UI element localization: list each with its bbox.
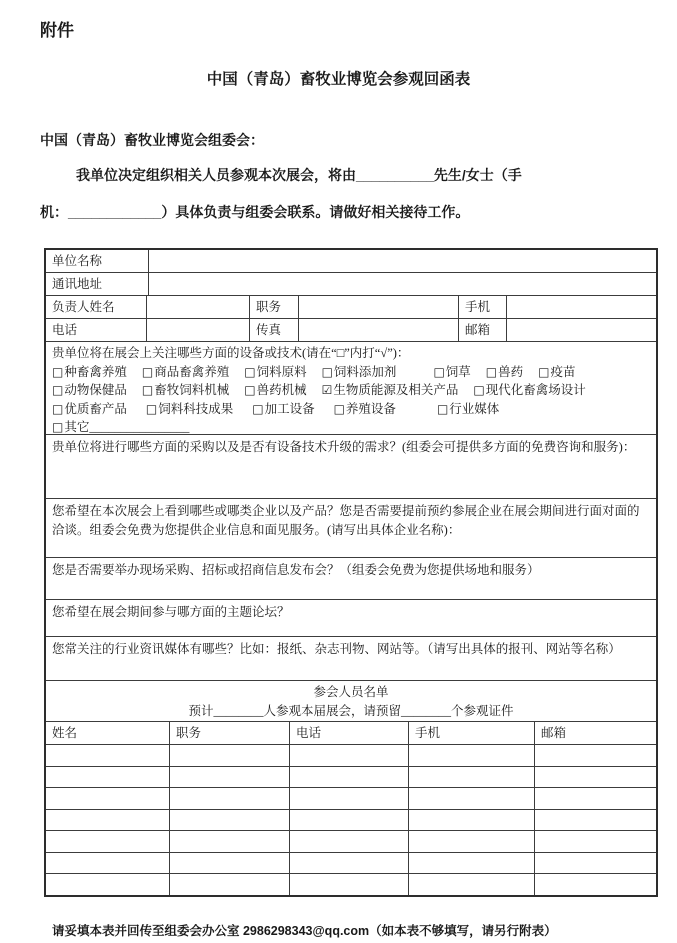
checkbox-icon[interactable]: □ [52,420,64,435]
checkbox-icon[interactable]: □ [52,383,64,398]
checkbox-label: 饲料原料 [256,364,307,379]
attendee-list-title: 参会人员名单 [313,685,389,699]
attendee-list-header [46,680,656,721]
attendee-email-cell[interactable] [535,767,656,788]
checkbox-label: 饲料添加剂 [333,364,397,379]
attendee-columns-row [46,721,656,744]
attendee-position-cell[interactable] [170,788,290,809]
focus-options-row-2 [52,381,650,400]
attendee-row [46,809,656,831]
checkbox-icon[interactable]: □ [244,383,256,398]
mobile-field[interactable] [507,296,656,318]
attendee-email-cell[interactable] [535,874,656,895]
checkbox-icon[interactable]: □ [52,364,64,379]
mobile-label: 手机 [459,296,507,318]
attendee-phone-cell[interactable] [290,810,409,831]
contact-name-label: 负责人姓名 [46,296,147,318]
checkbox-label: 饲草 [445,364,471,379]
question-procurement-needs[interactable] [46,434,656,498]
question-text: 贵单位将进行哪些方面的采购以及是否有设备技术升级的需求？(组委会可提供多方面的免费咨询和服务)： [52,440,636,454]
checkbox-label: 优质畜产品 [64,401,127,416]
attendee-position-cell[interactable] [170,745,290,766]
checkbox-vaccine[interactable] [538,363,575,381]
checkbox-icon[interactable]: □ [538,364,550,379]
attendee-mobile-cell[interactable] [409,745,535,766]
attendee-mobile-cell[interactable] [409,853,535,874]
question-companies-to-see[interactable] [46,498,656,557]
attendee-email-cell[interactable] [535,810,656,831]
checkbox-veterinary-machinery[interactable] [244,381,306,399]
column-header-position: 职务 [170,722,290,744]
attendee-mobile-cell[interactable] [409,767,535,788]
question-onsite-event[interactable] [46,557,656,599]
attendee-row [46,873,656,895]
checkbox-feed-raw-material[interactable] [244,363,306,381]
checkbox-modern-farm-design[interactable] [473,381,585,399]
checkbox-icon[interactable]: □ [52,401,64,416]
checkbox-other[interactable] [52,418,189,436]
attendee-email-cell[interactable] [535,853,656,874]
question-text: 您希望在本次展会上看到哪些或哪类企业以及产品？您是否需要提前预约参展企业在展会期间进行面对面的洽谈。组委会免费为您提供企业信息和面见服务。(请写出具体企业名称)： [52,504,640,537]
phone-label: 电话 [46,319,147,341]
attendee-phone-cell[interactable] [290,745,409,766]
attendee-phone-cell[interactable] [290,831,409,852]
attendee-empty-rows [46,744,656,895]
email-label: 邮箱 [459,319,507,341]
contact-name-field[interactable] [147,296,250,318]
checkbox-label: 畜牧饲料机械 [154,383,230,398]
intro-paragraph-line1: 我单位决定组织相关人员参观本次展会，将由__________先生/女士（手 [76,167,522,183]
checkbox-label: 其它________________ [64,420,190,435]
checkbox-icon[interactable]: □ [333,401,345,416]
attendee-email-cell[interactable] [535,831,656,852]
checkbox-checked-icon[interactable]: ☑ [321,383,333,398]
checkbox-feed-machinery[interactable] [142,381,229,399]
checkbox-icon[interactable]: □ [473,383,485,398]
checkbox-industry-media[interactable] [437,400,499,418]
checkbox-feed-technology[interactable] [146,400,233,418]
checkbox-icon[interactable]: □ [436,401,449,416]
intro-paragraph-line2: 机：____________）具体负责与组委会联系。请做好相关接待工作。 [40,204,470,220]
attendee-name-cell[interactable] [46,874,170,895]
address-row [46,272,656,295]
checkbox-label: 疫苗 [550,364,576,379]
address-field[interactable] [149,273,656,295]
attendee-position-cell[interactable] [170,853,290,874]
position-field[interactable] [299,296,459,318]
attendee-position-cell[interactable] [170,810,290,831]
attendee-email-cell[interactable] [535,788,656,809]
checkbox-label: 养殖设备 [345,401,396,416]
checkbox-icon[interactable]: □ [321,364,333,379]
reply-form-table [44,248,658,897]
checkbox-biomass-energy-checked[interactable] [322,381,459,399]
company-name-field[interactable] [149,250,656,272]
question-text: 您希望在展会期间参与哪方面的主题论坛？ [52,605,290,619]
checkbox-breeding-equipment[interactable] [334,400,396,418]
attendee-phone-cell[interactable] [290,767,409,788]
checkbox-label: 加工设备 [264,401,315,416]
attendee-name-cell[interactable] [46,831,170,852]
contact-row [46,295,656,318]
fax-label: 传真 [250,319,299,341]
page-title: 中国（青岛）畜牧业博览会参观回函表 [206,71,471,88]
attendee-position-cell[interactable] [170,767,290,788]
checkbox-label: 兽药机械 [256,383,307,398]
attendee-phone-cell[interactable] [290,853,409,874]
attendee-name-cell[interactable] [46,767,170,788]
checkbox-animal-health-products[interactable] [52,381,127,399]
attendee-name-cell[interactable] [46,853,170,874]
attendee-name-cell[interactable] [46,745,170,766]
attendee-name-cell[interactable] [46,788,170,809]
checkbox-label: 种畜禽养殖 [64,364,127,379]
attachment-label: 附件 [40,21,74,40]
attendee-row [46,766,656,788]
checkbox-label: 行业媒体 [449,401,500,416]
checkbox-label: 饲料科技成果 [158,401,234,416]
company-name-label: 单位名称 [46,250,149,272]
focus-options-row-1 [52,363,650,382]
checkbox-feed-additive[interactable] [322,363,397,381]
checkbox-icon[interactable]: □ [252,401,264,416]
checkbox-icon[interactable]: □ [145,401,158,416]
attendee-row [46,787,656,809]
question-text: 您是否需要举办现场采购、招标或招商信息发布会？（组委会免费为您提供场地和服务） [52,563,540,577]
checkbox-veterinary-medicine[interactable] [486,363,523,381]
checkbox-icon[interactable]: □ [485,364,498,379]
checkbox-icon[interactable]: □ [141,383,154,398]
checkbox-quality-livestock-products[interactable] [52,400,127,418]
attendee-phone-cell[interactable] [290,874,409,895]
checkbox-label: 商品畜禽养殖 [154,364,230,379]
checkbox-breeding-livestock[interactable] [52,363,127,381]
position-label: 职务 [250,296,299,318]
column-header-email: 邮箱 [541,726,567,740]
focus-options-heading: 贵单位将在展会上关注哪些方面的设备或技术(请在“□”内打“√”)： [52,346,410,361]
checkbox-icon[interactable]: □ [244,364,256,379]
attendee-row [46,830,656,852]
address-label: 通讯地址 [46,273,149,295]
attendee-row [46,744,656,766]
attendee-name-cell[interactable] [46,810,170,831]
fax-field[interactable] [299,319,459,341]
phone-row [46,318,656,341]
attendee-email-cell[interactable] [535,745,656,766]
company-name-row [46,250,656,272]
checkbox-label: 兽药 [498,364,524,379]
attendee-mobile-cell[interactable] [409,810,535,831]
question-forum-topics[interactable] [46,599,656,636]
checkbox-label: 动物保健品 [64,383,127,398]
column-header-phone: 电话 [290,722,409,744]
checkbox-icon[interactable]: □ [141,364,154,379]
phone-field[interactable] [147,319,250,341]
question-text: 您常关注的行业资讯媒体有哪些？比如：报纸、杂志刊物、网站等。（请写出具体的报刊、网站等名称） [52,642,621,656]
focus-options-section [46,341,656,434]
checkbox-icon[interactable]: □ [433,364,445,379]
checkbox-commercial-livestock[interactable] [142,363,229,381]
salutation: 中国（青岛）畜牧业博览会组委会： [40,132,264,148]
attendee-row [46,852,656,874]
checkbox-label: 现代化畜禽场设计 [485,383,586,398]
attendee-phone-cell[interactable] [290,788,409,809]
attendee-position-cell[interactable] [170,874,290,895]
attendee-mobile-cell[interactable] [409,831,535,852]
question-industry-media[interactable] [46,636,656,680]
attendee-list-subtitle: 预计________人参观本届展会，请预留________个参观证件 [188,704,514,718]
column-header-mobile: 手机 [409,722,535,744]
attendee-position-cell[interactable] [170,831,290,852]
column-header-name: 姓名 [46,722,170,744]
checkbox-label: 生物质能源及相关产品 [333,383,459,398]
checkbox-forage[interactable] [433,363,470,381]
attendee-mobile-cell[interactable] [409,874,535,895]
attendee-mobile-cell[interactable] [409,788,535,809]
checkbox-processing-equipment[interactable] [252,400,314,418]
email-field[interactable] [507,319,656,341]
footer-note: 请妥填本表并回传至组委会办公室 2986298343@qq.com（如本表不够填写，请另行附表） [52,924,557,938]
focus-options-row-3 [52,400,650,419]
